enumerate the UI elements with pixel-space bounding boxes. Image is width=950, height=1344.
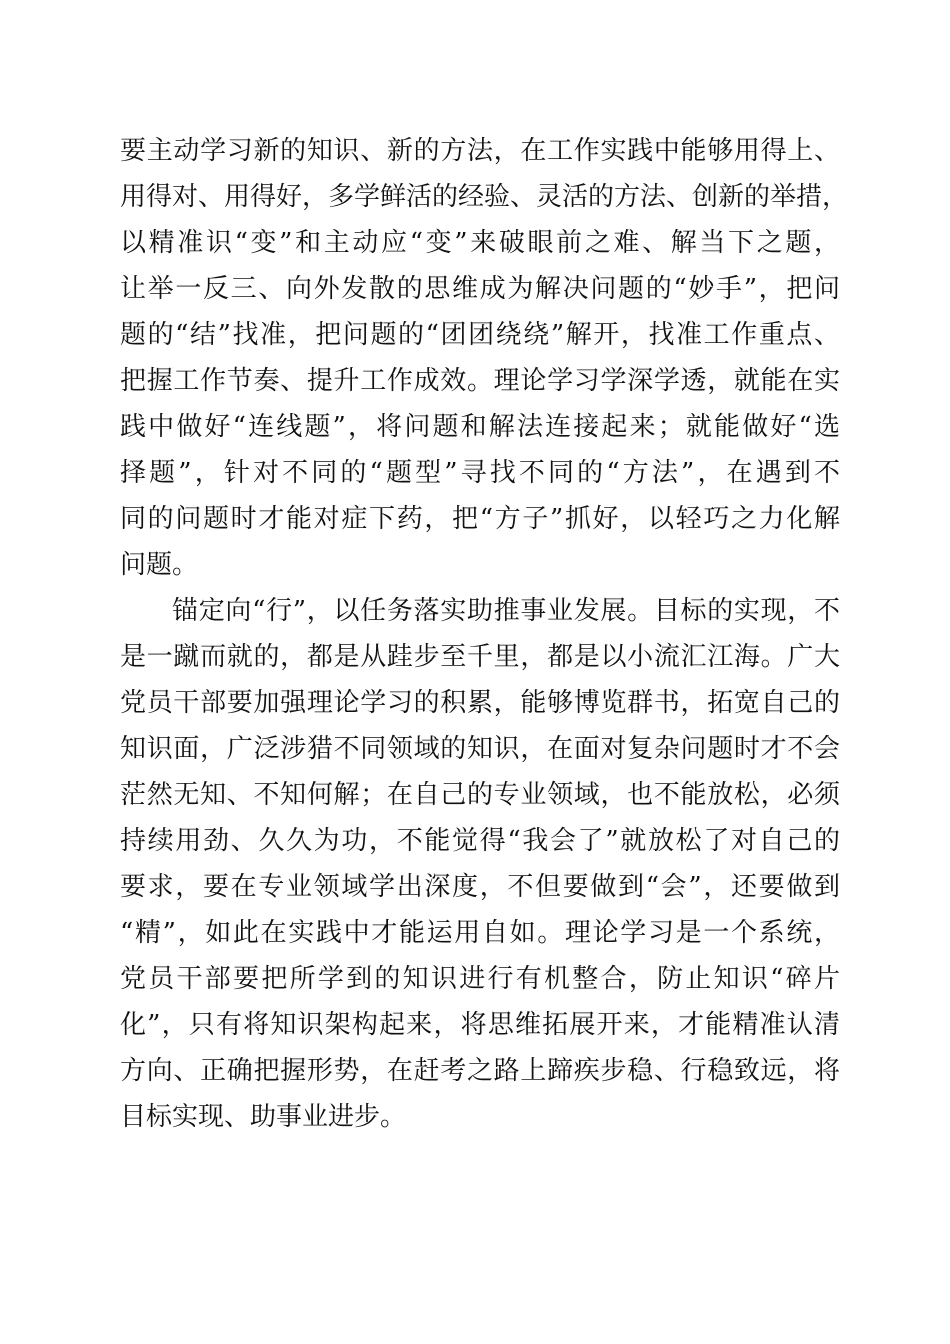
text-line: 以精准识“变”和主动应“变”来破眼前之难、解当下之题， xyxy=(120,228,840,258)
text-line: 持续用劲、久久为功，不能觉得“我会了”就放松了对自己的 xyxy=(120,826,840,856)
text-line: 目标实现、助事业进步。 xyxy=(120,1102,407,1132)
text-line: 同的问题时才能对症下药，把“方子”抓好，以轻巧之力化解 xyxy=(120,504,840,534)
text-line: 知识面，广泛涉猎不同领域的知识，在面对复杂问题时才不会 xyxy=(120,734,840,764)
text-line: 践中做好“连线题”，将问题和解法连接起来；就能做好“选 xyxy=(120,412,840,442)
text-line: 是一蹴而就的，都是从跬步至千里，都是以小流汇江海。广大 xyxy=(120,642,840,672)
document-body xyxy=(120,128,849,1140)
text-line: 化”，只有将知识架构起来，将思维拓展开来，才能精准认清 xyxy=(120,1010,840,1040)
text-line: 择题”，针对不同的“题型”寻找不同的“方法”，在遇到不 xyxy=(120,458,840,488)
text-line: 锚定向“行”，以任务落实助推事业发展。目标的实现，不 xyxy=(172,596,840,626)
text-line: 茫然无知、不知何解；在自己的专业领域，也不能放松，必须 xyxy=(120,780,840,810)
text-line: 要求，要在专业领域学出深度，不但要做到“会”，还要做到 xyxy=(120,872,840,902)
text-line: 把握工作节奏、提升工作成效。理论学习学深学透，就能在实 xyxy=(120,366,840,396)
paragraph-1 xyxy=(120,128,849,588)
text-line: 用得对、用得好，多学鲜活的经验、灵活的方法、创新的举措， xyxy=(120,182,849,212)
text-line: 题的“结”找准，把问题的“团团绕绕”解开，找准工作重点、 xyxy=(120,320,840,350)
text-line: 方向、正确把握形势，在赶考之路上蹄疾步稳、行稳致远，将 xyxy=(120,1056,840,1086)
paragraph-2 xyxy=(120,588,840,1140)
text-line: 问题。 xyxy=(120,550,199,580)
text-line: 要主动学习新的知识、新的方法，在工作实践中能够用得上、 xyxy=(120,136,840,166)
text-line: “精”，如此在实践中才能运用自如。理论学习是一个系统， xyxy=(120,918,840,948)
text-line: 党员干部要把所学到的知识进行有机整合，防止知识“碎片 xyxy=(120,964,840,994)
text-line: 让举一反三、向外发散的思维成为解决问题的“妙手”，把问 xyxy=(120,274,840,304)
text-line: 党员干部要加强理论学习的积累，能够博览群书，拓宽自己的 xyxy=(120,688,840,718)
